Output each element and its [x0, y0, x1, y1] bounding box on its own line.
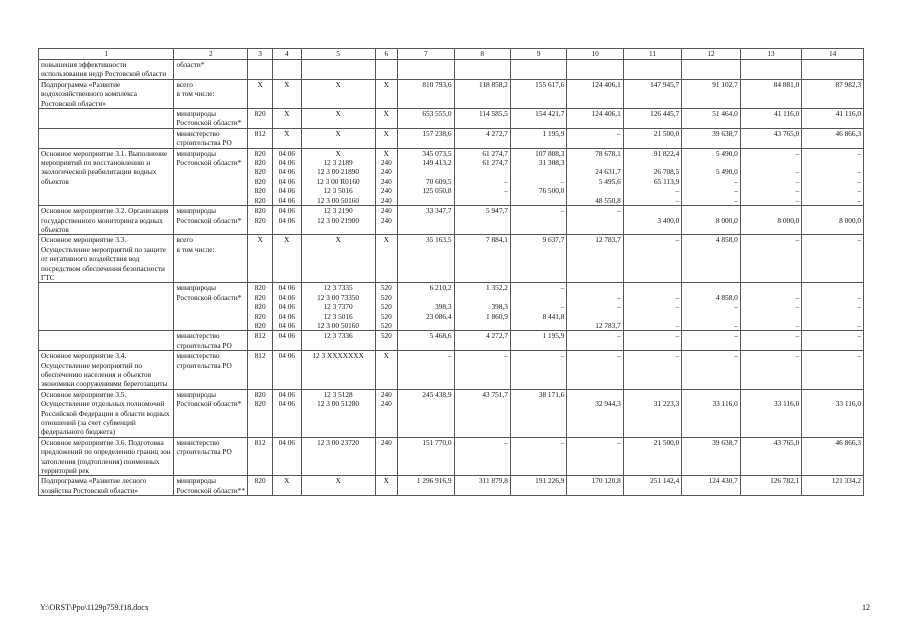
table-cell: 820	[248, 109, 273, 129]
table-cell: Х	[272, 476, 301, 496]
table-cell: 3 400,0	[623, 206, 681, 235]
table-cell: 812	[248, 437, 273, 476]
column-number-2: 2	[174, 49, 248, 60]
table-cell: –	[802, 351, 864, 390]
table-cell: 12 783,7	[567, 235, 623, 283]
table-row	[39, 235, 864, 283]
table-cell: Х 12 3 2189 12 3 00 21890 12 3 00 R0160 12 3 5016 12 3 00 50160	[301, 148, 375, 205]
table-cell: 12 3 5128 12 3 00 51280	[301, 389, 375, 437]
responsible-executor-cell: всего в том числе:	[174, 235, 248, 283]
table-cell: 820 820	[248, 206, 273, 235]
table-cell: Х	[375, 235, 398, 283]
table-row	[39, 148, 864, 205]
table-cell: 240 240	[375, 206, 398, 235]
table-row	[39, 351, 864, 390]
table-cell: 170 120,8	[567, 476, 623, 496]
table-cell: 820 820	[248, 389, 273, 437]
table-cell: 7 884,1	[454, 235, 510, 283]
responsible-executor-cell: минприроды Ростовской области*	[174, 206, 248, 235]
responsible-executor-cell: минприроды Ростовской области**	[174, 476, 248, 496]
table-cell: –	[740, 331, 802, 351]
table-cell: 41 116,0	[802, 109, 864, 129]
responsible-executor-cell: министерство строительства РО	[174, 437, 248, 476]
table-cell: –	[740, 235, 802, 283]
table-cell: 240	[375, 437, 398, 476]
table-cell: 191 226,9	[510, 476, 566, 496]
table-cell: Х	[272, 79, 301, 108]
table-row	[39, 389, 864, 437]
table-cell: Х	[272, 109, 301, 129]
table-cell: 124 430,7	[682, 476, 740, 496]
table-cell: Х	[375, 128, 398, 148]
table-cell: 121 334,2	[802, 476, 864, 496]
table-cell: –	[623, 235, 681, 283]
table-cell: –	[398, 351, 454, 390]
table-cell: 154 421,7	[510, 109, 566, 129]
table-cell: –	[567, 128, 623, 148]
program-name-cell: повышения эффективности использования недр Ростовской области	[39, 60, 174, 80]
column-number-8: 8	[454, 49, 510, 60]
table-cell: 8 000,0	[802, 206, 864, 235]
table-cell: 812	[248, 351, 273, 390]
table-cell: 5 468,6	[398, 331, 454, 351]
table-row	[39, 206, 864, 235]
table-cell: 107 808,3 31 308,3 – 76 500,0	[510, 148, 566, 205]
program-name-cell: Основное мероприятие 3.3. Осуществление мероприятий по защите от негативного воздействия вод посредством обеспечения безопасности ГТС	[39, 235, 174, 283]
table-cell: –	[682, 351, 740, 390]
table-cell: 251 142,4	[623, 476, 681, 496]
table-cell: 04 06 04 06 04 06 04 06 04 06	[272, 283, 301, 331]
column-number-11: 11	[623, 49, 681, 60]
table-cell: 33 116,0	[802, 389, 864, 437]
table-cell: 21 500,0	[623, 128, 681, 148]
table-cell: 12 3 2190 12 3 00 21900	[301, 206, 375, 235]
table-cell	[802, 60, 864, 80]
table-cell: 8 000,0	[682, 206, 740, 235]
table-row	[39, 109, 864, 129]
table-cell: 04 06 04 06 04 06 04 06 04 06 04 06	[272, 148, 301, 205]
table-cell: Х	[301, 235, 375, 283]
table-cell: 33 116,0	[740, 389, 802, 437]
table-cell: 311 879,8	[454, 476, 510, 496]
responsible-executor-cell: всего в том числе:	[174, 79, 248, 108]
table-cell: 810 793,6	[398, 79, 454, 108]
table-cell: Х	[375, 79, 398, 108]
table-cell: –	[567, 351, 623, 390]
table-cell: 43 765,0	[740, 128, 802, 148]
table-cell: 04 06 04 06	[272, 389, 301, 437]
table-cell: 157 238,6	[398, 128, 454, 148]
table-cell: –	[802, 331, 864, 351]
table-cell: –	[567, 206, 623, 235]
table-row	[39, 476, 864, 496]
footer-page-number: 12	[862, 603, 870, 612]
table-cell: 12 3 7335 12 3 00 73350 12 3 7370 12 3 5016 12 3 00 50160	[301, 283, 375, 331]
table-cell: – – – – –	[802, 148, 864, 205]
table-cell: 240 240	[375, 389, 398, 437]
table-cell	[375, 60, 398, 80]
table-cell: – – – – –	[740, 148, 802, 205]
table-cell	[398, 60, 454, 80]
table-cell: 91 822,4 26 708,5 65 113,9 – –	[623, 148, 681, 205]
table-cell: 39 638,7	[682, 437, 740, 476]
table-cell: 151 770,0	[398, 437, 454, 476]
table-cell: 147 945,7	[623, 79, 681, 108]
program-name-cell	[39, 109, 174, 129]
responsible-executor-cell: министерство строительства РО	[174, 331, 248, 351]
table-cell: –	[623, 351, 681, 390]
table-cell: 1 195,9	[510, 331, 566, 351]
column-number-13: 13	[740, 49, 802, 60]
table-cell	[454, 60, 510, 80]
table-cell: –	[567, 437, 623, 476]
program-name-cell: Основное мероприятие 3.5. Осуществление отдельных полномочий Российской Федерации в области водных отношений (за счет субвенций федерального бюджета)	[39, 389, 174, 437]
responsible-executor-cell: министерство строительства РО	[174, 351, 248, 390]
table-cell: –	[567, 331, 623, 351]
table-cell: Х	[375, 476, 398, 496]
table-cell: Х	[248, 235, 273, 283]
table-cell: 8 000,0	[740, 206, 802, 235]
table-cell: 1 296 916,9	[398, 476, 454, 496]
table-cell: 124 406,1	[567, 109, 623, 129]
table-cell: 812	[248, 331, 273, 351]
program-name-cell: Основное мероприятие 3.2. Организация государственного мониторинга водных объектов	[39, 206, 174, 235]
responsible-executor-cell: минприроды Ростовской области*	[174, 389, 248, 437]
table-cell: 114 585,5	[454, 109, 510, 129]
column-number-12: 12	[682, 49, 740, 60]
table-cell: –	[510, 351, 566, 390]
table-cell: Х 240 240 240 240 240	[375, 148, 398, 205]
table-cell: – – 8 441,8	[510, 283, 566, 331]
table-cell: 61 274,7 61 274,7 – –	[454, 148, 510, 205]
table-cell: –	[510, 206, 566, 235]
budget-table	[38, 48, 864, 496]
table-cell: 39 638,7	[682, 128, 740, 148]
table-cell	[301, 60, 375, 80]
column-number-6: 6	[375, 49, 398, 60]
program-name-cell: Основное мероприятие 3.1. Выполнение мероприятий по восстановлению и экологической реабилитации водных объектов	[39, 148, 174, 205]
table-cell	[623, 60, 681, 80]
table-cell: 653 555,0	[398, 109, 454, 129]
table-cell: 78 678,1 24 631,7 5 495,6 48 550,8	[567, 148, 623, 205]
footer-file-path: Y:\ORST\Ppo\1129p759.f18.docx	[40, 603, 149, 612]
column-number-14: 14	[802, 49, 864, 60]
column-number-10: 10	[567, 49, 623, 60]
table-cell: Х	[272, 235, 301, 283]
table-cell: 12 3 XXXXXXX	[301, 351, 375, 390]
table-cell	[510, 60, 566, 80]
table-cell	[248, 60, 273, 80]
table-cell	[740, 60, 802, 80]
table-cell: 87 982,3	[802, 79, 864, 108]
table-cell: 812	[248, 128, 273, 148]
table-cell: 820 820 820 820 820	[248, 283, 273, 331]
table-cell: –	[454, 437, 510, 476]
program-name-cell: Подпрограмма «Развитие лесного хозяйства Ростовской области»	[39, 476, 174, 496]
table-cell: 9 637,7	[510, 235, 566, 283]
table-cell: 5 490,0 5 490,0 – – –	[682, 148, 740, 205]
column-number-4: 4	[272, 49, 301, 60]
table-cell: – – 12 783,7	[567, 283, 623, 331]
table-cell: Х	[301, 109, 375, 129]
table-cell: –	[454, 351, 510, 390]
table-cell: 43 751,7	[454, 389, 510, 437]
table-cell: 118 858,2	[454, 79, 510, 108]
table-cell: 31 223,3	[623, 389, 681, 437]
table-cell: 5 947,7	[454, 206, 510, 235]
table-cell: 820	[248, 476, 273, 496]
table-cell: 4 858,0 – –	[682, 283, 740, 331]
table-cell: 21 500,0	[623, 437, 681, 476]
table-cell: 84 881,0	[740, 79, 802, 108]
responsible-executor-cell: минприроды Ростовской области*	[174, 283, 248, 331]
table-cell: 155 617,6	[510, 79, 566, 108]
table-cell: Х	[248, 79, 273, 108]
responsible-executor-cell: минприроды Ростовской области*	[174, 148, 248, 205]
table-cell: 12 3 7336	[301, 331, 375, 351]
table-cell: – – –	[740, 283, 802, 331]
table-cell: 124 406,1	[567, 79, 623, 108]
table-cell: 1 195,9	[510, 128, 566, 148]
table-cell: Х	[301, 79, 375, 108]
table-cell: 1 352,2 398,3 1 860,9	[454, 283, 510, 331]
table-cell: 51 464,0	[682, 109, 740, 129]
responsible-executor-cell: области*	[174, 60, 248, 80]
table-cell: –	[682, 331, 740, 351]
table-cell: 33 116,0	[682, 389, 740, 437]
table-cell: 126 782,1	[740, 476, 802, 496]
table-cell: 43 765,0	[740, 437, 802, 476]
table-row	[39, 128, 864, 148]
program-name-cell	[39, 128, 174, 148]
responsible-executor-cell: министерство строительства РО	[174, 128, 248, 148]
table-row	[39, 331, 864, 351]
table-cell	[272, 60, 301, 80]
table-cell: –	[740, 351, 802, 390]
column-number-9: 9	[510, 49, 566, 60]
table-cell: 38 171,6	[510, 389, 566, 437]
table-cell: 33 347,7	[398, 206, 454, 235]
table-cell: –	[623, 331, 681, 351]
table-cell: 345 073,5 149 413,2 70 609,5 125 050,8	[398, 148, 454, 205]
table-cell: – – –	[623, 283, 681, 331]
table-row	[39, 79, 864, 108]
table-cell: 41 116,0	[740, 109, 802, 129]
program-name-cell: Основное мероприятие 3.6. Подготовка предложений по определению границ зон затопления (подтопления) поименных территорий рек	[39, 437, 174, 476]
table-cell: – – –	[802, 283, 864, 331]
table-cell	[682, 60, 740, 80]
program-name-cell: Основное мероприятие 3.4. Осуществление мероприятий по обеспечению населения и объектов экономики сооружениями берегозащиты	[39, 351, 174, 390]
table-cell: –	[802, 235, 864, 283]
table-cell: 4 858,0	[682, 235, 740, 283]
table-cell: Х	[301, 128, 375, 148]
column-number-7: 7	[398, 49, 454, 60]
table-cell: 520 520 520 520 520	[375, 283, 398, 331]
table-cell: –	[510, 437, 566, 476]
program-name-cell: Подпрограмма «Развитие водохозяйственного комплекса Ростовской области»	[39, 79, 174, 108]
table-cell: 04 06	[272, 437, 301, 476]
responsible-executor-cell: минприроды Ростовской области*	[174, 109, 248, 129]
column-number-1: 1	[39, 49, 174, 60]
table-cell: 04 06 04 06	[272, 206, 301, 235]
table-cell: Х	[375, 351, 398, 390]
table-cell: 12 3 00 23720	[301, 437, 375, 476]
table-cell: 245 438,9	[398, 389, 454, 437]
column-number-5: 5	[301, 49, 375, 60]
table-cell: 46 866,3	[802, 128, 864, 148]
table-cell: 32 944,3	[567, 389, 623, 437]
table-cell: 35 163,5	[398, 235, 454, 283]
table-cell: Х	[301, 476, 375, 496]
table-cell: Х	[375, 109, 398, 129]
table-row	[39, 437, 864, 476]
table-cell: 126 445,7	[623, 109, 681, 129]
column-number-3: 3	[248, 49, 273, 60]
table-row	[39, 283, 864, 331]
table-cell: Х	[272, 128, 301, 148]
table-cell: 46 866,3	[802, 437, 864, 476]
table-cell: 6 210,2 398,3 23 086,4	[398, 283, 454, 331]
program-name-cell	[39, 331, 174, 351]
table-cell: 04 06	[272, 351, 301, 390]
column-number-row	[39, 49, 864, 60]
table-cell: 04 06	[272, 331, 301, 351]
table-cell: 820 820 820 820 820 820	[248, 148, 273, 205]
program-name-cell	[39, 283, 174, 331]
table-cell: 4 272,7	[454, 331, 510, 351]
table-cell: 520	[375, 331, 398, 351]
table-cell: 91 102,7	[682, 79, 740, 108]
table-cell: 4 272,7	[454, 128, 510, 148]
table-cell	[567, 60, 623, 80]
table-row	[39, 60, 864, 80]
